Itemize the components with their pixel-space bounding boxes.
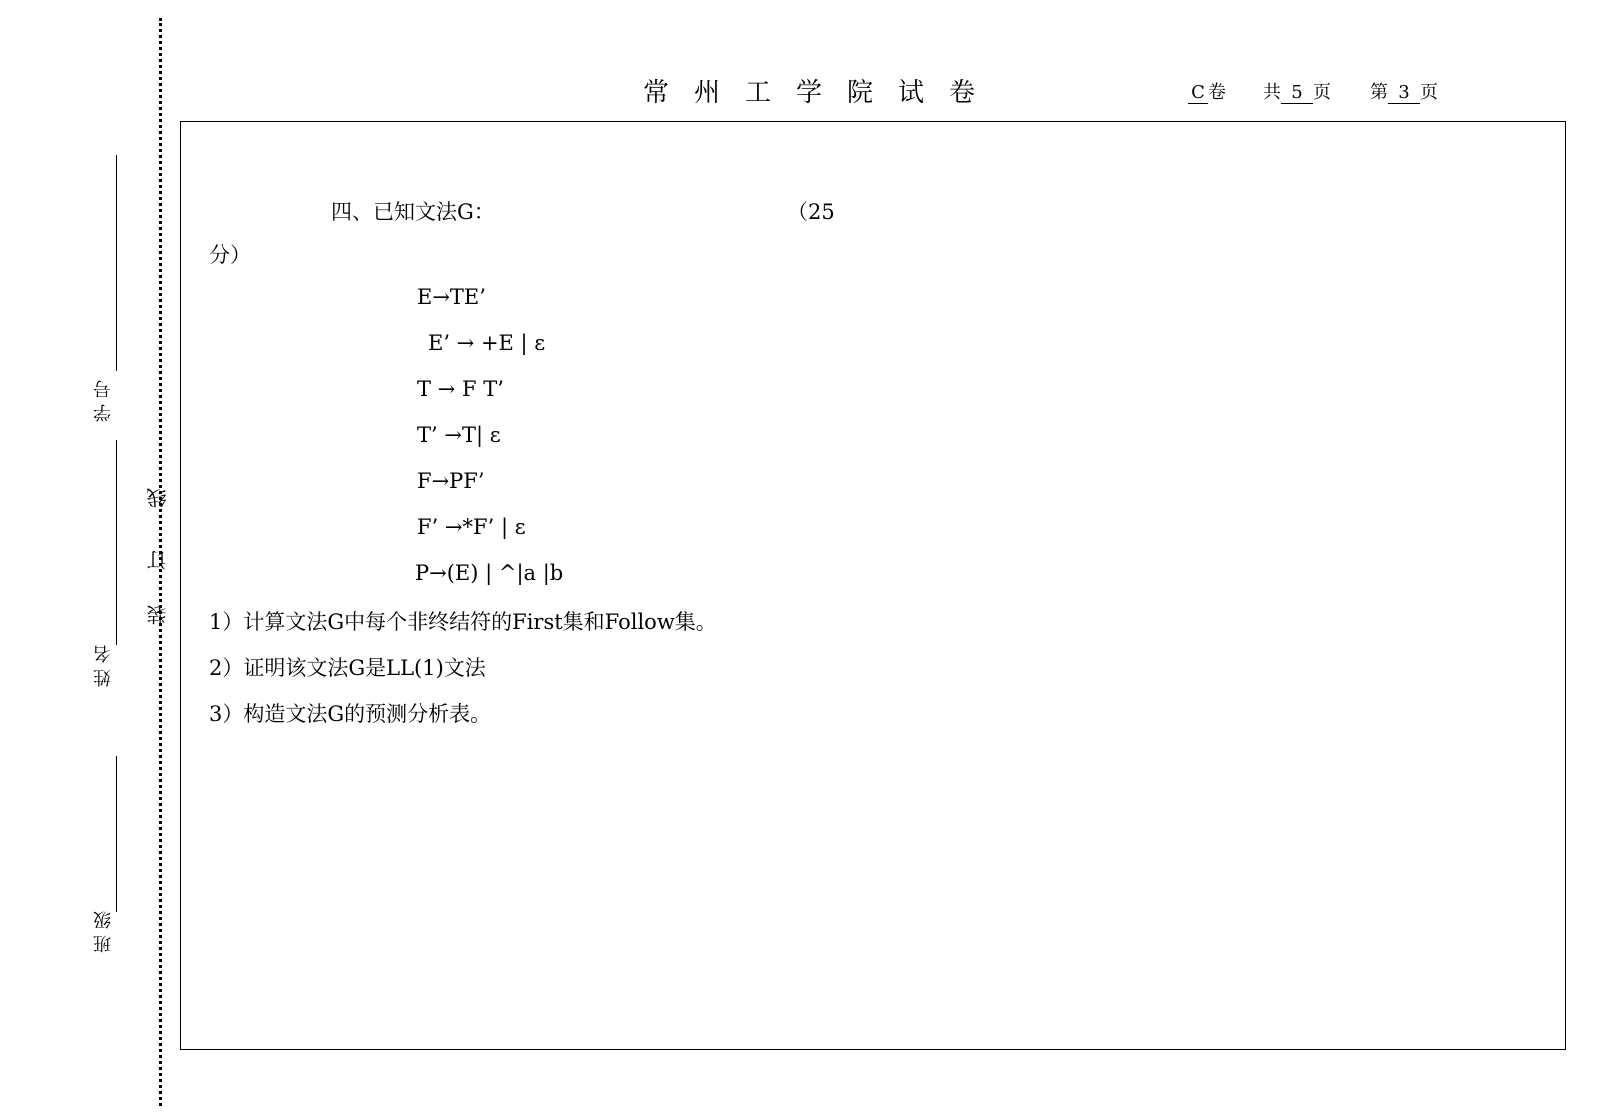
name-blank-line	[116, 440, 117, 645]
grammar-rule: E→TE’	[417, 285, 486, 309]
class-label: 班 级	[93, 911, 114, 953]
paper-version	[1188, 78, 1226, 104]
task-item: 3）构造文法G的预测分析表。	[209, 702, 492, 726]
grammar-rule: F→PF’	[417, 469, 485, 493]
page-suffix: 页	[1420, 82, 1438, 103]
id-label: 学 号	[93, 380, 114, 422]
page-number-value: 3	[1388, 83, 1420, 104]
paper-suffix: 卷	[1208, 82, 1226, 103]
id-blank-line	[116, 155, 117, 371]
class-blank-line	[116, 756, 117, 912]
task-item: 1）计算文法G中每个非终结符的First集和Follow集。	[209, 610, 717, 634]
paper-letter: C	[1188, 83, 1208, 104]
question-heading: 四、已知文法G：	[331, 200, 495, 224]
grammar-rule: F’ →*F’ | ε	[417, 515, 526, 539]
grammar-rule: T’ →T| ε	[417, 423, 501, 447]
page-prefix: 第	[1370, 82, 1388, 103]
grammar-rule: P→(E) | ^|a |b	[415, 561, 564, 585]
page-number	[1370, 78, 1438, 104]
question-score: （25	[787, 200, 835, 224]
task-item: 2）证明该文法G是LL(1)文法	[209, 656, 486, 680]
total-suffix: 页	[1313, 82, 1331, 103]
question-score-close: 分）	[209, 243, 251, 267]
name-label: 姓 名	[93, 645, 114, 687]
binding-xian: 线	[146, 488, 170, 508]
grammar-rule: E’ → +E | ε	[428, 331, 546, 355]
binding-zhuang: 装	[146, 605, 170, 625]
answer-frame	[180, 121, 1566, 1050]
total-pages-value: 5	[1281, 83, 1313, 104]
total-prefix: 共	[1263, 82, 1281, 103]
binding-ding: 订	[146, 550, 170, 570]
exam-title: 常州工学院试卷	[643, 78, 1001, 108]
total-pages	[1263, 78, 1331, 104]
grammar-rule: T → F T’	[417, 377, 504, 401]
